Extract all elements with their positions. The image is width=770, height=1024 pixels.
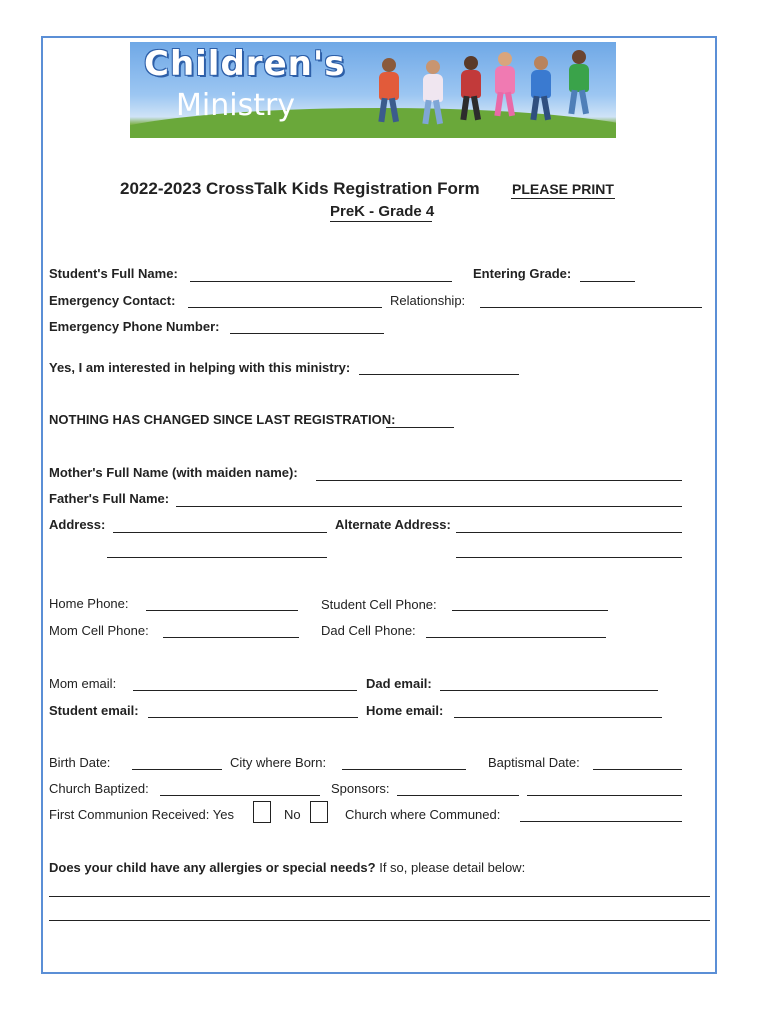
dad-cell-field[interactable] xyxy=(426,637,606,638)
grade-range: PreK - Grade 4 xyxy=(330,203,435,220)
communion-no-label: No xyxy=(284,807,301,822)
mom-email-field[interactable] xyxy=(133,690,357,691)
city-born-label: City where Born: xyxy=(230,755,327,770)
baptismal-date-label: Baptismal Date: xyxy=(488,755,580,770)
sponsors-field-2[interactable] xyxy=(527,795,682,796)
dad-email-label: Dad email: xyxy=(366,676,432,691)
emergency-contact-field[interactable] xyxy=(188,307,382,308)
helping-label: Yes, I am interested in helping with this ministry: xyxy=(49,360,351,375)
emergency-phone-label: Emergency Phone Number: xyxy=(49,319,220,334)
allergies-line-2[interactable] xyxy=(49,920,710,921)
relationship-field[interactable] xyxy=(480,307,702,308)
alternate-address-line-2[interactable] xyxy=(456,557,682,558)
student-name-label: Student's Full Name: xyxy=(49,266,178,281)
allergies-question-bold: Does your child have any allergies or special needs? xyxy=(49,860,376,875)
mother-name-field[interactable] xyxy=(316,480,682,481)
church-baptized-field[interactable] xyxy=(160,795,320,796)
home-email-label: Home email: xyxy=(366,703,444,718)
sponsors-label: Sponsors: xyxy=(331,781,390,796)
birth-date-field[interactable] xyxy=(132,769,222,770)
mom-cell-label: Mom Cell Phone: xyxy=(49,623,149,638)
banner-title: Children's xyxy=(144,44,346,84)
address-label: Address: xyxy=(49,517,106,532)
alternate-address-field[interactable] xyxy=(456,532,682,533)
form-title: 2022-2023 CrossTalk Kids Registration Form xyxy=(120,179,480,198)
allergies-line-1[interactable] xyxy=(49,896,710,897)
communion-yes-checkbox[interactable] xyxy=(253,801,271,823)
sponsors-field-1[interactable] xyxy=(397,795,519,796)
student-cell-field[interactable] xyxy=(452,610,608,611)
father-name-label: Father's Full Name: xyxy=(49,491,170,506)
banner-subtitle: Ministry xyxy=(176,88,296,123)
dad-email-field[interactable] xyxy=(440,690,658,691)
church-baptized-label: Church Baptized: xyxy=(49,781,149,796)
church-communed-label: Church where Communed: xyxy=(345,807,501,822)
allergies-question-detail: If so, please detail below: xyxy=(379,860,526,875)
allergies-question xyxy=(49,860,525,875)
alternate-address-label: Alternate Address: xyxy=(335,517,451,532)
entering-grade-label: Entering Grade: xyxy=(473,266,572,281)
birth-date-label: Birth Date: xyxy=(49,755,111,770)
mom-email-label: Mom email: xyxy=(49,676,117,691)
student-email-field[interactable] xyxy=(148,717,358,718)
home-phone-field[interactable] xyxy=(146,610,298,611)
student-name-field[interactable] xyxy=(190,281,452,282)
baptismal-date-field[interactable] xyxy=(593,769,682,770)
mother-name-label: Mother's Full Name (with maiden name): xyxy=(49,465,298,480)
communion-no-checkbox[interactable] xyxy=(310,801,328,823)
church-communed-field[interactable] xyxy=(520,821,682,822)
nothing-changed-field[interactable] xyxy=(386,427,454,428)
home-phone-label: Home Phone: xyxy=(49,596,129,611)
address-line-2[interactable] xyxy=(107,557,327,558)
relationship-label: Relationship: xyxy=(390,293,466,308)
city-born-field[interactable] xyxy=(342,769,466,770)
emergency-phone-field[interactable] xyxy=(230,333,384,334)
student-email-label: Student email: xyxy=(49,703,139,718)
home-email-field[interactable] xyxy=(454,717,662,718)
first-communion-label: First Communion Received: Yes xyxy=(49,807,234,822)
emergency-contact-label: Emergency Contact: xyxy=(49,293,176,308)
nothing-changed-label: NOTHING HAS CHANGED SINCE LAST REGISTRATION: xyxy=(49,412,396,427)
address-field[interactable] xyxy=(113,532,327,533)
entering-grade-field[interactable] xyxy=(580,281,635,282)
please-print-note: PLEASE PRINT xyxy=(512,181,614,197)
mom-cell-field[interactable] xyxy=(163,637,299,638)
dad-cell-label: Dad Cell Phone: xyxy=(321,623,416,638)
helping-field[interactable] xyxy=(359,374,519,375)
father-name-field[interactable] xyxy=(176,506,682,507)
childrens-ministry-banner xyxy=(130,42,616,138)
student-cell-label: Student Cell Phone: xyxy=(321,597,437,612)
